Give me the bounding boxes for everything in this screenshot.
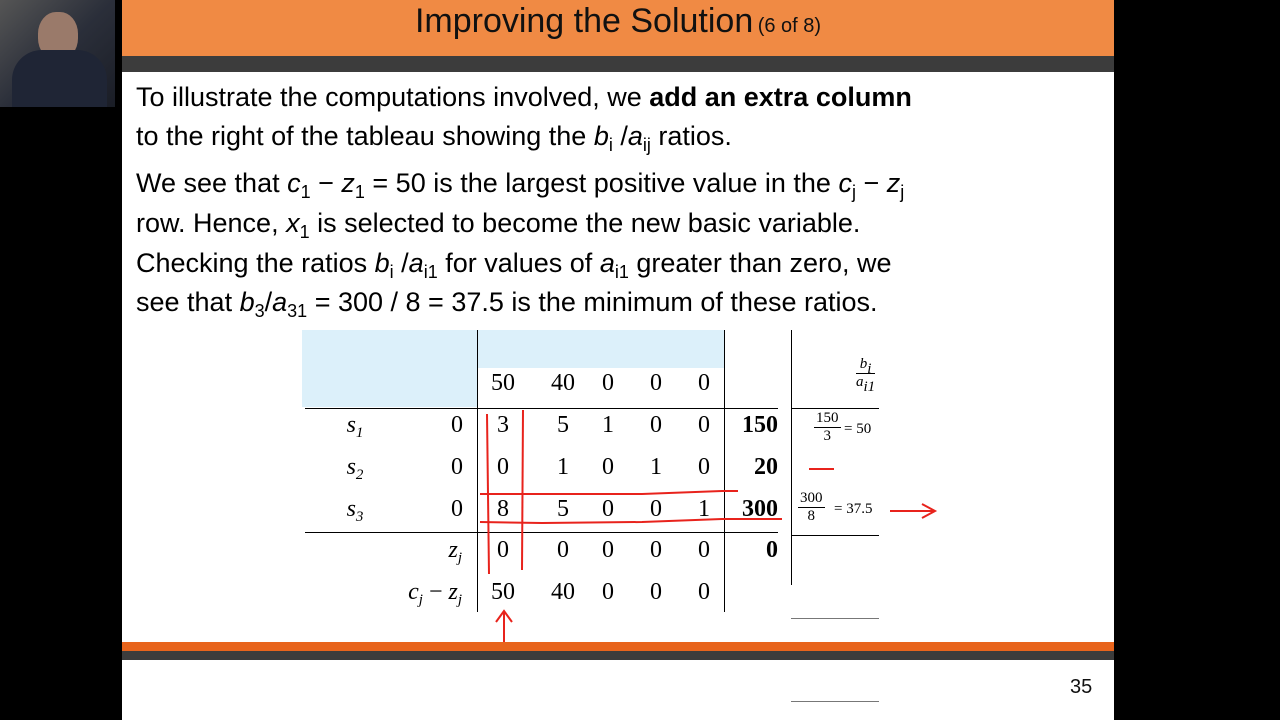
text-segment: greater than zero, we	[628, 248, 892, 278]
text-segment: 1	[299, 222, 310, 242]
text-segment: a	[627, 121, 643, 151]
text-segment: a	[599, 248, 615, 278]
pivot-row-line-bottom	[480, 519, 782, 523]
text-segment: −	[855, 168, 887, 198]
rhs-value: 300	[742, 496, 778, 522]
coefficient: 0	[650, 412, 662, 438]
coefficient: 5	[557, 412, 569, 438]
text-segment: Checking the ratios	[136, 248, 375, 278]
text-segment: /	[393, 248, 409, 278]
coefficient: 1	[650, 454, 662, 480]
zj-value: 0	[650, 537, 662, 563]
text-segment: row. Hence,	[136, 208, 287, 238]
slide-subtitle: (6 of 8)	[757, 15, 822, 37]
text-segment: is selected to become the new basic variable.	[309, 208, 861, 238]
coefficient: 0	[698, 412, 710, 438]
coefficient: 1	[602, 412, 614, 438]
cj-zj-value: 0	[602, 579, 614, 605]
cj-zj-value: 0	[698, 579, 710, 605]
text-segment: ij	[642, 135, 651, 155]
pen-annotations	[122, 0, 1114, 660]
text-segment: see that	[136, 287, 240, 317]
coefficient: 0	[698, 454, 710, 480]
text-segment: /	[264, 287, 273, 317]
leaving-row-arrow-icon	[890, 504, 935, 518]
ratio-header: $\frac{b_i}{a_{i1}}$	[856, 356, 876, 395]
coefficient: 1	[698, 496, 710, 522]
zj-value: 0	[557, 537, 569, 563]
cj-zj-value: 50	[491, 579, 515, 605]
text-segment: = 50 is the largest positive value in the	[364, 168, 839, 198]
basis-variable: $s_2$	[346, 454, 364, 483]
presenter-webcam	[0, 0, 115, 107]
basis-variable: $s_1$	[346, 412, 364, 441]
text-segment: = 300 / 8 = 37.5 is the minimum of these ratios.	[307, 287, 878, 317]
text-segment: j	[851, 182, 856, 202]
text-segment: b	[374, 248, 390, 278]
coefficient: 3	[497, 412, 509, 438]
text-segment: i	[608, 135, 613, 155]
text-segment: i1	[614, 262, 629, 282]
zj-total: 0	[766, 537, 778, 563]
text-segment: to the right of the tableau showing the	[136, 121, 594, 151]
coefficient: 0	[602, 496, 614, 522]
rhs-value: 20	[754, 454, 778, 480]
text-segment: b	[239, 287, 255, 317]
text-segment: /	[612, 121, 628, 151]
text-segment: a	[408, 248, 424, 278]
basis-variable: $s_3$	[346, 496, 364, 525]
text-segment: 1	[354, 182, 365, 202]
text-segment: x	[286, 208, 300, 238]
basis-cost: 0	[451, 412, 463, 438]
footer-bar	[122, 642, 1114, 651]
text-segment: 1	[300, 182, 311, 202]
cj-zj-label: $c_j - z_j$	[408, 579, 462, 608]
cj-zj-value: 40	[551, 579, 575, 605]
text-segment: i1	[423, 262, 438, 282]
text-segment: We see that	[136, 168, 288, 198]
ratio-result: = 37.5	[834, 501, 873, 517]
text-segment: z	[341, 168, 355, 198]
cj-value: 50	[491, 370, 515, 396]
page-number: 35	[1070, 676, 1093, 698]
rhs-value: 150	[742, 412, 778, 438]
coefficient: 5	[557, 496, 569, 522]
text-segment: c	[838, 168, 852, 198]
coefficient: 0	[497, 454, 509, 480]
ratio-fraction: $\frac{150}{3}$	[816, 410, 839, 444]
cj-zj-value: 0	[650, 579, 662, 605]
text-segment: j	[900, 182, 905, 202]
pivot-column-line-right	[522, 410, 523, 570]
text-segment: b	[593, 121, 609, 151]
slide	[122, 0, 1114, 720]
ratio-result: = 50	[844, 421, 872, 437]
text-segment: To illustrate the computations involved, we	[136, 82, 650, 112]
cj-value: 0	[650, 370, 662, 396]
ratio-fraction: $\frac{300}{8}$	[800, 490, 823, 524]
text-segment: ratios.	[650, 121, 732, 151]
pivot-row-line-top	[480, 491, 738, 494]
cj-value: 0	[602, 370, 614, 396]
text-segment: i	[389, 262, 394, 282]
text-segment: −	[310, 168, 342, 198]
zj-label: $z_j$	[448, 537, 462, 566]
zj-value: 0	[497, 537, 509, 563]
text-segment: add an extra column	[649, 82, 912, 112]
slide-title: Improving the Solution	[414, 2, 754, 40]
text-segment: 3	[254, 301, 265, 321]
basis-cost: 0	[451, 496, 463, 522]
basis-cost: 0	[451, 454, 463, 480]
coefficient: 0	[650, 496, 662, 522]
cj-value: 40	[551, 370, 575, 396]
coefficient: 8	[497, 496, 509, 522]
zj-value: 0	[698, 537, 710, 563]
coefficient: 1	[557, 454, 569, 480]
text-segment: z	[886, 168, 901, 198]
text-segment: c	[287, 168, 301, 198]
text-segment: a	[272, 287, 288, 317]
footer-band	[122, 651, 1114, 660]
zj-value: 0	[602, 537, 614, 563]
text-segment: for values of	[437, 248, 600, 278]
cj-value: 0	[698, 370, 710, 396]
coefficient: 0	[602, 454, 614, 480]
text-segment: 31	[287, 301, 308, 321]
